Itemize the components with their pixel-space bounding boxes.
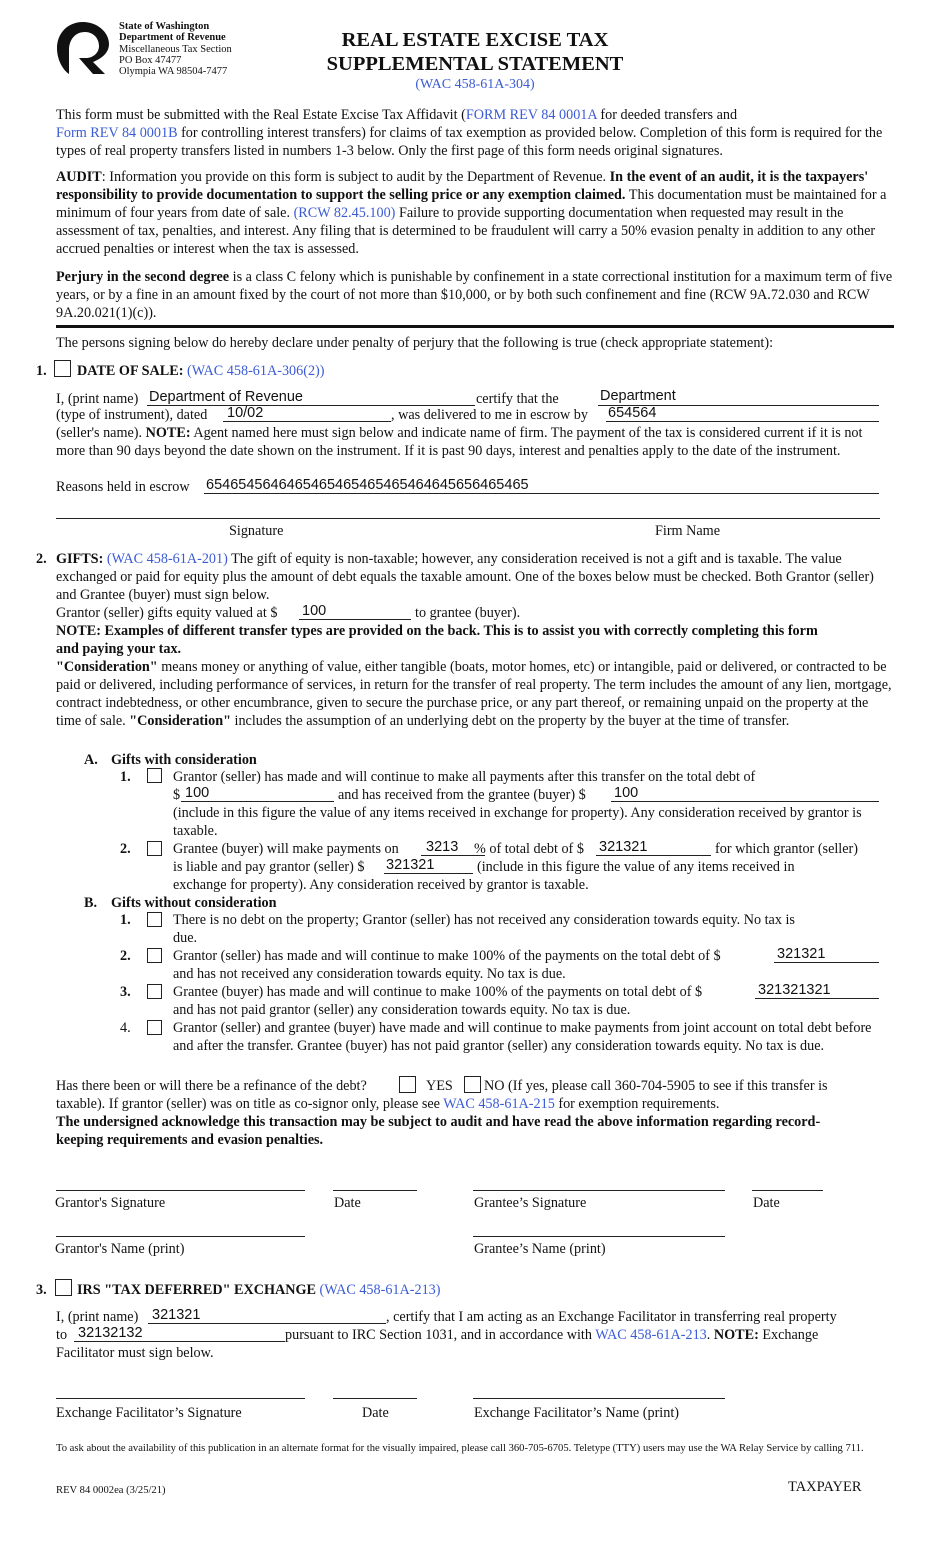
agency-line: Olympia WA 98504-7477 (119, 66, 228, 78)
print-name-field[interactable]: Department of Revenue (149, 389, 303, 405)
b4-text: Grantor (seller) and grantee (buyer) have made and will continue to make payments from joint account on total debt before and after the transfer. Grantee (buyer) has not paid grantor (seller) any consideration towards equity. No tax is due. (173, 1020, 872, 1054)
section-3-wac-link[interactable]: (WAC 458-61A-213) (319, 1282, 441, 1298)
b3-number: 3. (120, 984, 131, 1000)
section-3-heading (77, 1281, 441, 1299)
section-2-note: NOTE: Examples of different transfer types are provided on the back. This is to assist you with correctly completing this form and paying your tax. (56, 623, 818, 657)
consideration-text: means money or anything of value, either tangible (boats, motor homes, etc) or intangible, paid or delivered, or contracted to be paid or delivered, including performance of services, in return for the transfer of real property. The term includes the amount of any lien, mortgage, contract indebtedness, or other encumbrance, given to secure the purchase price, or any part thereof, or remaining unpaid on the property at the time of sale. (56, 659, 892, 729)
b2-text-b: and has not received any consideration towards equity. No tax is due. (173, 966, 566, 982)
a2-text-c: for which grantor (seller) (715, 841, 858, 857)
b2-number: 2. (120, 948, 131, 964)
section-1-wac-link[interactable]: (WAC 458-61A-306(2)) (186, 363, 325, 379)
consideration-text: includes the assumption of an underlying debt on the property by the buyer at the time of transfer. (230, 713, 790, 729)
b4-checkbox[interactable] (147, 1020, 162, 1035)
perjury-paragraph (56, 268, 894, 322)
grantor-name-caption: Grantor's Name (print) (55, 1241, 185, 1257)
a1-dollar: $ (173, 787, 181, 803)
subsection-a-title: Gifts with consideration (111, 752, 257, 768)
note-text: (seller's name). (56, 425, 146, 441)
note-label: NOTE: (145, 425, 191, 441)
grantor-signature-line[interactable] (56, 1190, 305, 1191)
section-1-note (56, 424, 894, 460)
rcw-link[interactable]: (RCW 82.45.100) (293, 205, 396, 221)
a2-pay-field[interactable]: 321321 (386, 857, 435, 873)
s3-to-label: to (56, 1327, 68, 1343)
refinance-no-label: NO (If yes, please call 360-704-5905 to see if this transfer is (484, 1078, 828, 1094)
b3-field[interactable]: 321321321 (758, 982, 831, 998)
print-name-label: I, (print name) (56, 391, 139, 407)
intro-text: for deeded transfers and (596, 107, 738, 123)
grantee-name-caption: Grantee’s Name (print) (474, 1241, 606, 1257)
signature-caption: Signature (229, 523, 284, 539)
a2-text-f: exchange for property). Any consideration received by grantor is taxable. (173, 877, 589, 893)
s3-certify-text: , certify that I am acting as an Exchange Facilitator in transferring real property (386, 1309, 837, 1325)
audit-paragraph (56, 168, 894, 258)
wac-213-link[interactable]: WAC 458-61A-213 (595, 1327, 707, 1343)
form-title (300, 28, 650, 76)
refinance-text: for exemption requirements. (554, 1096, 720, 1112)
b1-checkbox[interactable] (147, 912, 162, 927)
a1-text-2: (include in this figure the value of any items received in exchange for property). Any consideration received by grantor is taxable. (173, 805, 862, 839)
s3-pursuant (285, 1326, 818, 1344)
s3-print-label: I, (print name) (56, 1309, 139, 1325)
audit-label: AUDIT (56, 169, 102, 185)
subsection-a-label: A. (84, 752, 98, 768)
a2-text-d: is liable and pay grantor (seller) $ (173, 859, 365, 875)
instrument-field[interactable]: Department (600, 388, 676, 404)
section-2-title: GIFTS (56, 551, 99, 567)
a1-received-field[interactable]: 100 (614, 785, 639, 801)
b1-text: There is no debt on the property; Grantor (seller) has not received any consideration towards equity. No tax is due. (173, 912, 795, 946)
equity-field[interactable]: 100 (302, 603, 327, 619)
equity-label: Grantor (seller) gifts equity valued at $ (56, 605, 278, 621)
agency-line: Miscellaneous Tax Section (119, 43, 232, 55)
section-2-text: The gift of equity is non-taxable; however, any consideration received is not a gift and is taxable. The value exchanged or paid for equity plus the amount of debt equals the taxable amount. One of the boxes below must be checked. Both Grantor (seller) and Grantee (buyer) must sign below. (56, 551, 874, 603)
b2-field[interactable]: 321321 (777, 946, 826, 962)
dor-logo (55, 20, 111, 76)
a1-checkbox[interactable] (147, 768, 162, 783)
facilitator-signature-caption: Exchange Facilitator’s Signature (56, 1405, 242, 1421)
form-id: REV 84 0002ea (3/25/21) (56, 1485, 166, 1496)
grantee-signature-caption: Grantee’s Signature (474, 1195, 587, 1211)
note-label: NOTE: (713, 1327, 759, 1343)
s3-facilitator-line: Facilitator must sign below. (56, 1345, 214, 1361)
intro-text: This form must be submitted with the Real Estate Excise Tax Affidavit ( (56, 107, 466, 123)
facilitator-date-line[interactable] (333, 1398, 417, 1399)
dated-field[interactable]: 10/02 (227, 405, 264, 421)
refinance-yes-label: YES (426, 1078, 453, 1094)
accessibility-note: To ask about the availability of this publication in an alternate format for the visually impaired, please call 360-705-6705. Teletype (TTY) users may use the WA Relay Service by calling 711. (56, 1443, 864, 1454)
refinance-yes-checkbox[interactable] (399, 1076, 416, 1093)
form-0001b-link[interactable]: Form REV 84 0001B (56, 125, 178, 141)
declaration: The persons signing below do hereby declare under penalty of perjury that the following is true (check appropriate statement): (56, 335, 774, 351)
wac-215-link[interactable]: WAC 458-61A-215 (443, 1096, 555, 1112)
section-1-heading: DATE OF SALE: (WAC 458-61A-306(2)) (77, 363, 325, 379)
b2-checkbox[interactable] (147, 948, 162, 963)
a1-received-line (611, 785, 879, 802)
a1-debt-field[interactable]: 100 (185, 785, 210, 801)
grantor-signature-caption: Grantor's Signature (55, 1195, 166, 1211)
subsection-b-title: Gifts without consideration (111, 895, 277, 911)
a2-text-b: % of total debt of $ (474, 841, 584, 857)
agency-line: PO Box 47477 (119, 54, 182, 66)
facilitator-name-line[interactable] (473, 1398, 725, 1399)
escrow-label: , was delivered to me in escrow by (391, 407, 588, 423)
a1-text: Grantor (seller) has made and will continue to make all payments after this transfer on the total debt of (173, 769, 756, 785)
b4-number: 4. (120, 1020, 131, 1036)
facilitator-signature-line[interactable] (56, 1398, 305, 1399)
audit-text: : Information you provide on this form is subject to audit by the Department of Revenue. (101, 169, 610, 185)
signature-line[interactable] (56, 518, 880, 519)
b3-checkbox[interactable] (147, 984, 162, 999)
audit-text: This documentation must be maintained for a minimum of four years from date of sale. (56, 187, 887, 221)
grantor-date-caption: Date (334, 1195, 361, 1211)
pursuant-text: . (706, 1327, 714, 1343)
section-1-title: DATE OF SALE (77, 363, 179, 379)
b2-text-a: Grantor (seller) has made and will continue to make 100% of the payments on the total debt of $ (173, 948, 721, 964)
reasons-label: Reasons held in escrow (56, 479, 190, 495)
a2-text-a: Grantee (buyer) will make payments on (173, 841, 399, 857)
section-1-number: 1. (36, 363, 47, 379)
refinance-text-2 (56, 1095, 719, 1113)
subsection-b-label: B. (84, 895, 98, 911)
title-wac-link[interactable]: (WAC 458-61A-304) (415, 77, 535, 92)
b1-number: 1. (120, 912, 131, 928)
a2-text-e: (include in this figure the value of any items received in (477, 859, 795, 875)
title-line-1: REAL ESTATE EXCISE TAX (341, 29, 609, 51)
certify-label: certify that the (476, 391, 559, 407)
consideration-definition (56, 658, 894, 730)
b3-text-b: and has not paid grantor (seller) any consideration towards equity. No tax is due. (173, 1002, 631, 1018)
b3-text-a: Grantee (buyer) has made and will continue to make 100% of the payments on total debt of $ (173, 984, 703, 1000)
a2-checkbox[interactable] (147, 841, 162, 856)
pursuant-text: pursuant to IRC Section 1031, and in accordance with (285, 1327, 596, 1343)
section-2-intro: GIFTS: (WAC 458-61A-201) The gift of equity is non-taxable; however, any consideration received is not a gift and is taxable. The value exchanged or paid for equity plus the amount of debt equals the taxable amount. One of the boxes below must be checked. Both Grantor (seller) and Grantee (buyer) must sign below. (56, 551, 874, 603)
audit-bold-text: In the event of an audit, it is the taxpayers' responsibility to provide documentation to support the selling price or any exemption claimed. (56, 169, 869, 203)
facilitator-date-caption: Date (362, 1405, 389, 1421)
escrow-field[interactable]: 654564 (608, 405, 657, 421)
s3-to-field[interactable]: 32132132 (78, 1325, 143, 1341)
intro-paragraph (56, 106, 894, 160)
type-label: (type of instrument), dated (56, 407, 208, 423)
form-0001a-link[interactable]: FORM REV 84 0001A (465, 107, 597, 123)
equity-to: to grantee (buyer). (415, 605, 521, 621)
consideration-term: "Consideration" (56, 659, 158, 675)
a1-received-label: and has received from the grantee (buyer) $ (338, 787, 586, 803)
title-line-2: SUPPLEMENTAL STATEMENT (326, 53, 624, 75)
note-text: Agent named here must sign below and indicate name of firm. The payment of the tax is considered current if it is not more than 90 days beyond the date shown on the instrument. If it is past 90 days, interest and penalties apply to the date of the instrument. (56, 425, 863, 459)
section-2-wac-link[interactable]: (WAC 458-61A-201) (106, 551, 228, 567)
reasons-field[interactable]: 6546545646465465465465465464645656465465 (206, 477, 529, 493)
agency-line: Department of Revenue (119, 32, 226, 44)
grantor-date-line[interactable] (333, 1190, 417, 1191)
refinance-text: taxable). If grantor (seller) was on title as co-signor only, please see (56, 1096, 444, 1112)
grantee-signature-line[interactable] (473, 1190, 725, 1191)
a2-number: 2. (120, 841, 131, 857)
perjury-text: is a class C felony which is punishable by confinement in a state correctional institution for a maximum term of five years, or by a fine in an amount fixed by the court of not more than $10,000, or by both such confinement and fine (RCW 9A.72.030 and RCW 9A.20.021(1)(c)). (56, 269, 893, 321)
section-3-title: IRS "TAX DEFERRED" EXCHANGE (77, 1282, 316, 1298)
copy-designation: TAXPAYER (788, 1479, 862, 1495)
intro-text: for controlling interest transfers) for claims of tax exemption as provided below. Completion of this form is required for the types of real property transfers listed in numbers 1-3 below. Only the first page of this form needs original signatures. (56, 125, 883, 159)
note-text: Exchange (758, 1327, 819, 1343)
refinance-no-checkbox[interactable] (464, 1076, 481, 1093)
firm-name-caption: Firm Name (655, 523, 721, 539)
a2-debt-field[interactable]: 321321 (599, 839, 648, 855)
section-1-checkbox[interactable] (54, 360, 71, 377)
facilitator-name-caption: Exchange Facilitator’s Name (print) (474, 1405, 679, 1421)
section-2-number: 2. (36, 551, 47, 567)
audit-text: Failure to provide supporting documentation when requested may result in the assessment of tax, penalties, and interest. Any filing that is determined to be fraudulent will carry a 50% evasion penalty in addition to any other accrued penalties or interest when the tax is assessed. (56, 205, 876, 257)
agency-line: State of Washington (119, 21, 210, 32)
refinance-question: Has there been or will there be a refinance of the debt? (56, 1078, 367, 1094)
thick-divider (56, 325, 894, 328)
acknowledgment: The undersigned acknowledge this transaction may be subject to audit and have read the above information regarding record-keeping requirements and evasion penalties. (56, 1114, 821, 1148)
grantee-name-line[interactable] (473, 1236, 725, 1237)
section-3-number: 3. (36, 1282, 47, 1298)
grantee-date-line[interactable] (752, 1190, 823, 1191)
a2-pct-field[interactable]: 3213 (426, 839, 459, 855)
perjury-label: Perjury in the second degree (56, 269, 230, 285)
s3-print-field[interactable]: 321321 (152, 1307, 201, 1323)
agency-address (119, 21, 232, 77)
consideration-term: "Consideration" (129, 713, 231, 729)
a1-number: 1. (120, 769, 131, 785)
grantor-name-line[interactable] (56, 1236, 305, 1237)
section-3-checkbox[interactable] (55, 1279, 72, 1296)
grantee-date-caption: Date (753, 1195, 780, 1211)
